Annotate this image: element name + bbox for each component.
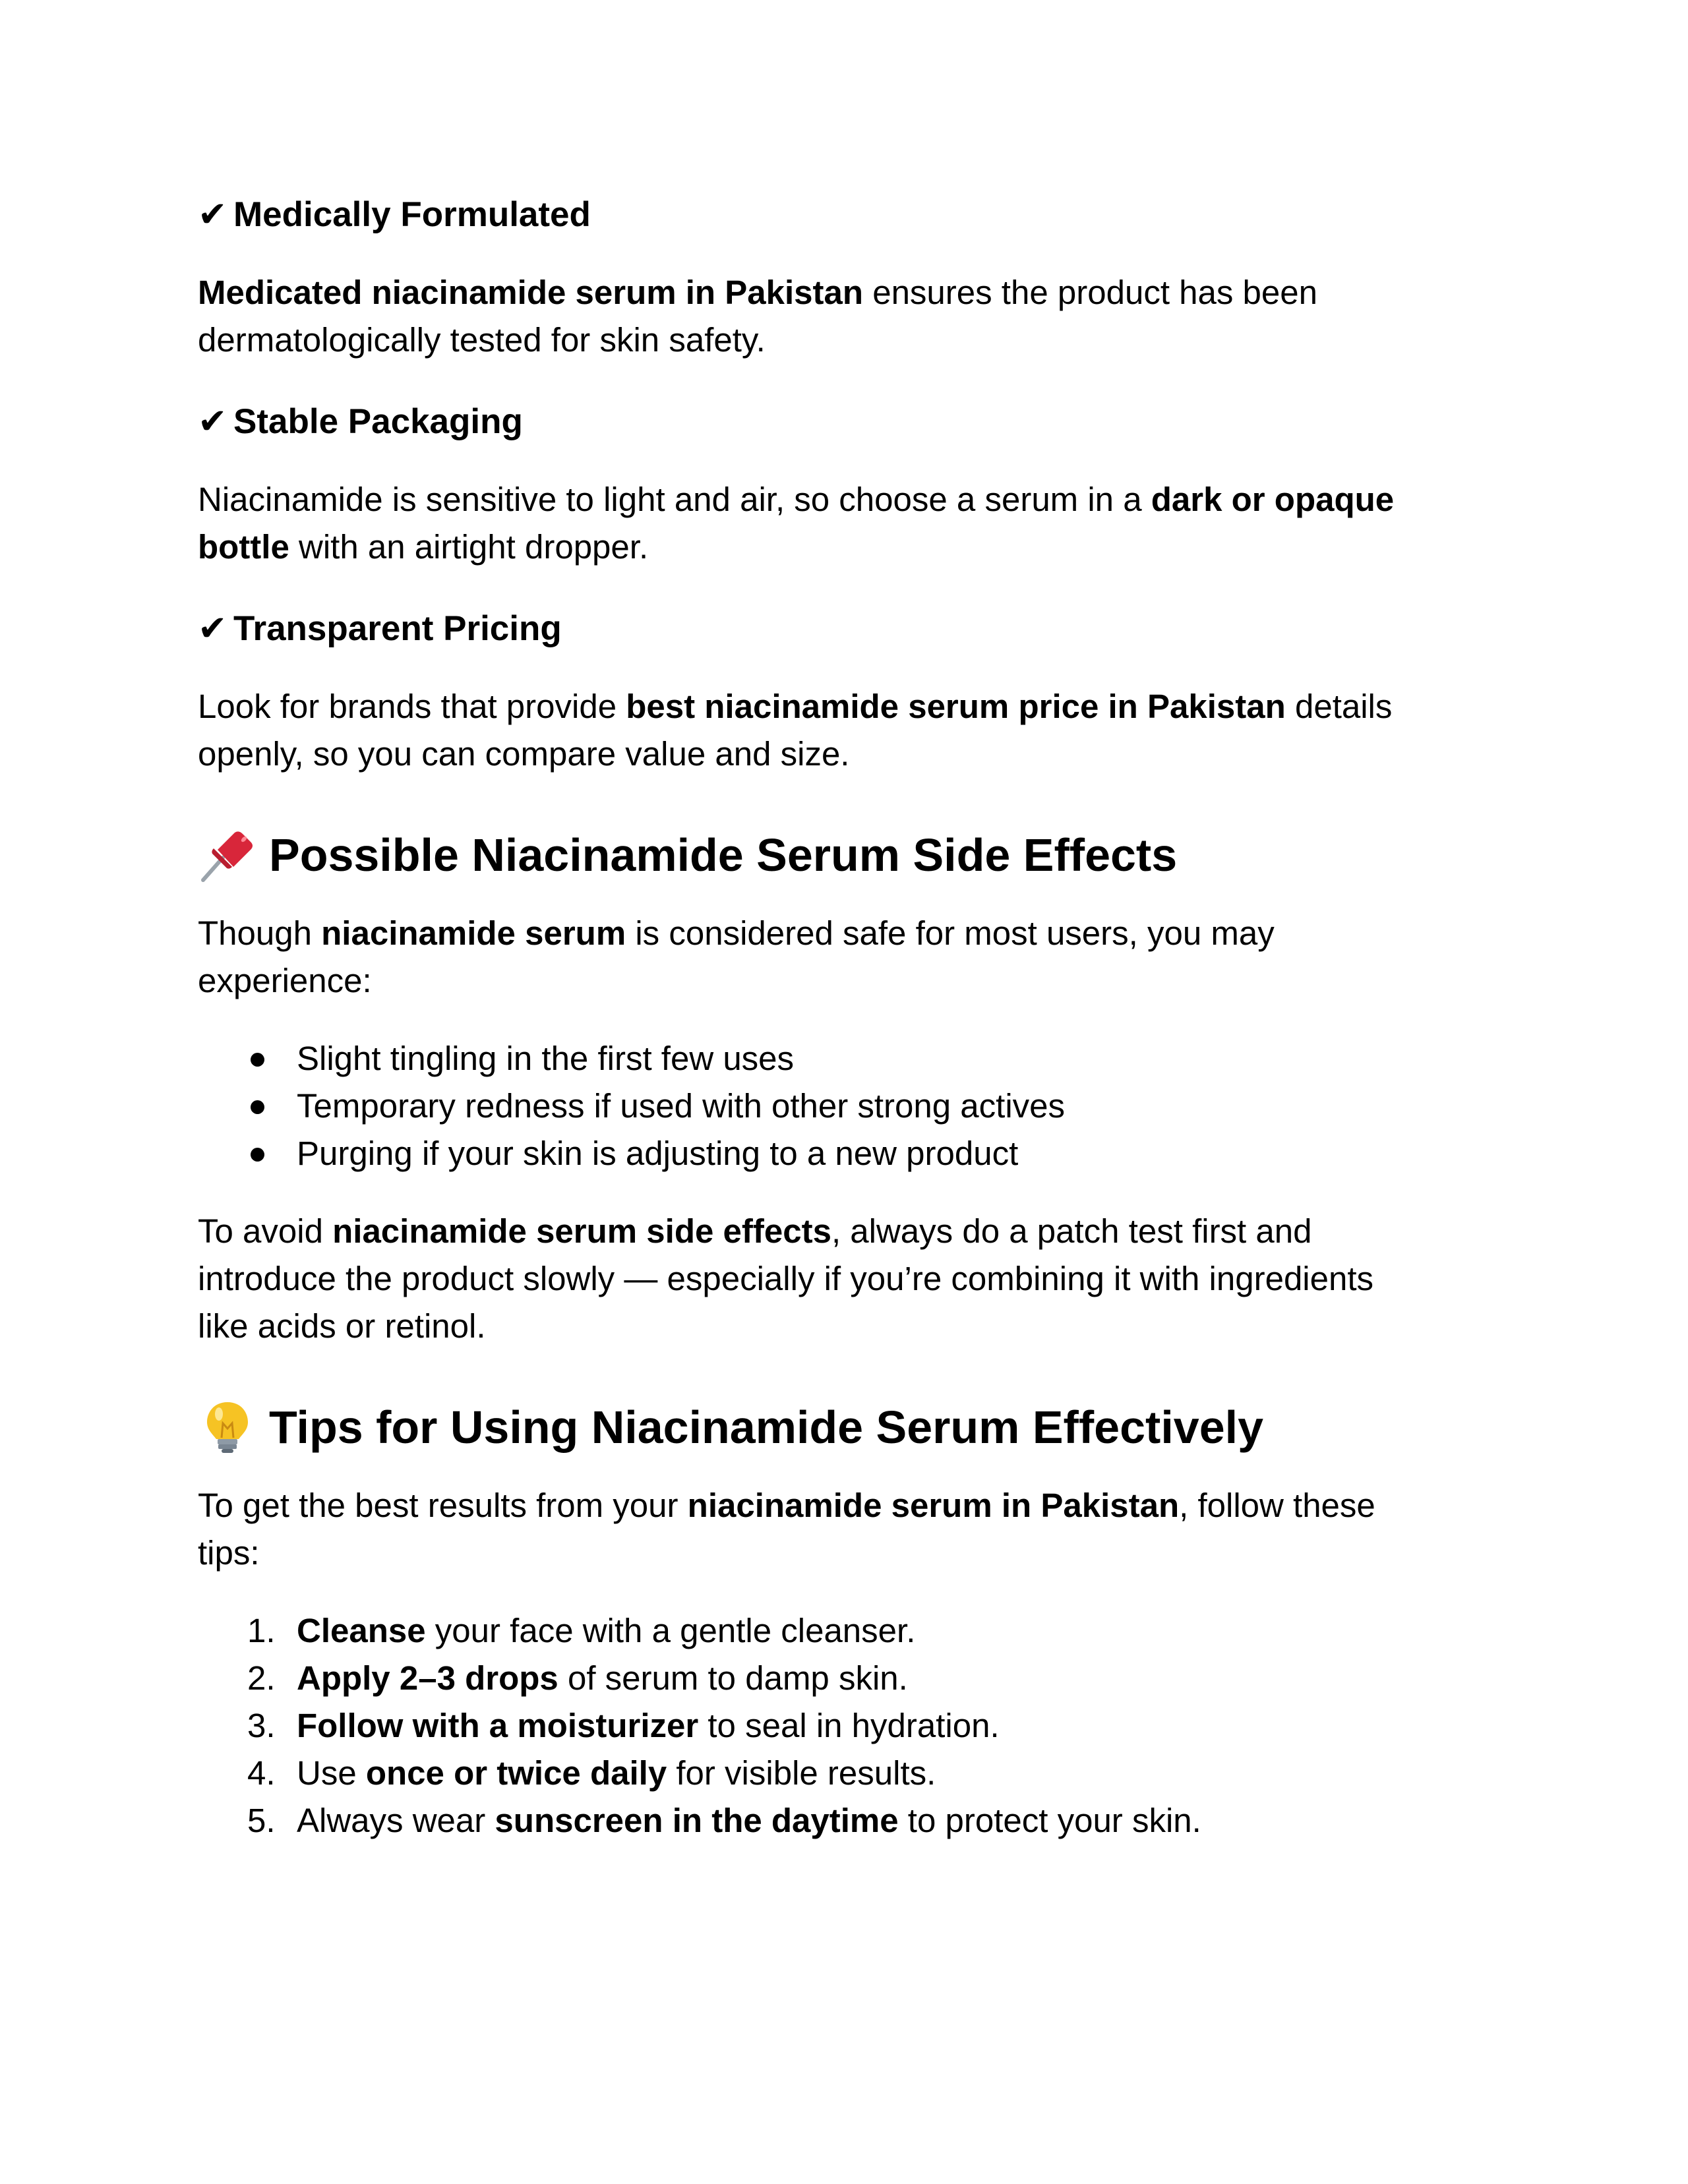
heading-transparent-pricing [198, 605, 1490, 653]
bold-text: dark or opaque [1151, 481, 1395, 518]
list-item [198, 1655, 1490, 1702]
text: dermatologically tested for skin safety. [198, 321, 766, 359]
bold-text: niacinamide serum in Pakistan [687, 1487, 1180, 1524]
bold-text: Apply 2–3 drops [297, 1659, 558, 1697]
text: Always wear [297, 1802, 495, 1839]
heading-medically-formulated [198, 191, 1490, 239]
list-number: 1. [247, 1612, 276, 1649]
bullet-icon [251, 1148, 264, 1162]
heading-text: Medically Formulated [233, 195, 591, 234]
tips-list [198, 1607, 1490, 1845]
paragraph-medically [198, 269, 1490, 364]
bold-text: bottle [198, 528, 289, 566]
list-item-text: Slight tingling in the first few uses [297, 1040, 795, 1077]
text: Use [297, 1754, 366, 1792]
heading-text: Possible Niacinamide Serum Side Effects [269, 829, 1178, 881]
list-number: 4. [247, 1754, 276, 1792]
text: to protect your skin. [898, 1802, 1201, 1839]
text: of serum to damp skin. [558, 1659, 908, 1697]
text: Though [198, 914, 322, 952]
list-item [198, 1082, 1490, 1130]
list-item [198, 1750, 1490, 1797]
heading-text: Stable Packaging [233, 402, 523, 441]
bold-text: niacinamide serum [321, 914, 626, 952]
pushpin-icon [198, 827, 264, 883]
bold-text: best niacinamide serum price in Pakistan [626, 688, 1286, 725]
heading-text: Transparent Pricing [233, 609, 562, 648]
list-item [198, 1797, 1490, 1845]
heading-text: Tips for Using Niacinamide Serum Effectively [269, 1402, 1264, 1453]
text: To avoid [198, 1212, 333, 1250]
lightbulb-icon [198, 1400, 264, 1455]
text: to seal in hydration. [698, 1707, 1000, 1744]
heading-side-effects [198, 825, 1490, 885]
side-effects-list [198, 1035, 1490, 1177]
text: for visible results. [667, 1754, 936, 1792]
bold-text: Follow with a moisturizer [297, 1707, 699, 1744]
text: openly, so you can compare value and size. [198, 735, 850, 773]
text: Look for brands that provide [198, 688, 626, 725]
text: like acids or retinol. [198, 1307, 486, 1345]
paragraph-packaging [198, 476, 1490, 571]
check-icon: ✔ [198, 195, 227, 234]
document-page [198, 191, 1490, 1845]
check-icon: ✔ [198, 609, 227, 648]
text: your face with a gentle cleanser. [425, 1612, 916, 1649]
bold-text: Medicated niacinamide serum in Pakistan [198, 274, 864, 311]
text: introduce the product slowly — especially if you’re combining it with ingredients [198, 1260, 1374, 1297]
text: Niacinamide is sensitive to light and air, so choose a serum in a [198, 481, 1151, 518]
bold-text: sunscreen in the daytime [495, 1802, 899, 1839]
list-item [198, 1130, 1490, 1177]
bold-text: once or twice daily [365, 1754, 667, 1792]
list-item [198, 1035, 1490, 1082]
text: details [1285, 688, 1393, 725]
text: , always do a patch test first and [831, 1212, 1312, 1250]
paragraph-pricing [198, 683, 1490, 778]
bullet-icon [251, 1053, 264, 1067]
bullet-icon [251, 1100, 264, 1114]
text: experience: [198, 962, 372, 999]
paragraph-side-effects-intro [198, 910, 1490, 1005]
text: To get the best results from your [198, 1487, 688, 1524]
text: , follow these [1179, 1487, 1375, 1524]
heading-tips [198, 1398, 1490, 1457]
list-item-text: Temporary redness if used with other strong actives [297, 1087, 1066, 1125]
list-item-text: Purging if your skin is adjusting to a new product [297, 1135, 1019, 1172]
text: is considered safe for most users, you may [626, 914, 1275, 952]
bold-text: niacinamide serum side effects [332, 1212, 831, 1250]
list-number: 2. [247, 1659, 276, 1697]
text: ensures the product has been [863, 274, 1318, 311]
check-icon: ✔ [198, 402, 227, 441]
text: tips: [198, 1534, 260, 1572]
text: with an airtight dropper. [289, 528, 649, 566]
list-number: 5. [247, 1802, 276, 1839]
paragraph-side-effects-outro [198, 1208, 1490, 1350]
list-number: 3. [247, 1707, 276, 1744]
bold-text: Cleanse [297, 1612, 426, 1649]
list-item [198, 1607, 1490, 1655]
heading-stable-packaging [198, 398, 1490, 446]
paragraph-tips-intro [198, 1482, 1490, 1577]
list-item [198, 1702, 1490, 1750]
